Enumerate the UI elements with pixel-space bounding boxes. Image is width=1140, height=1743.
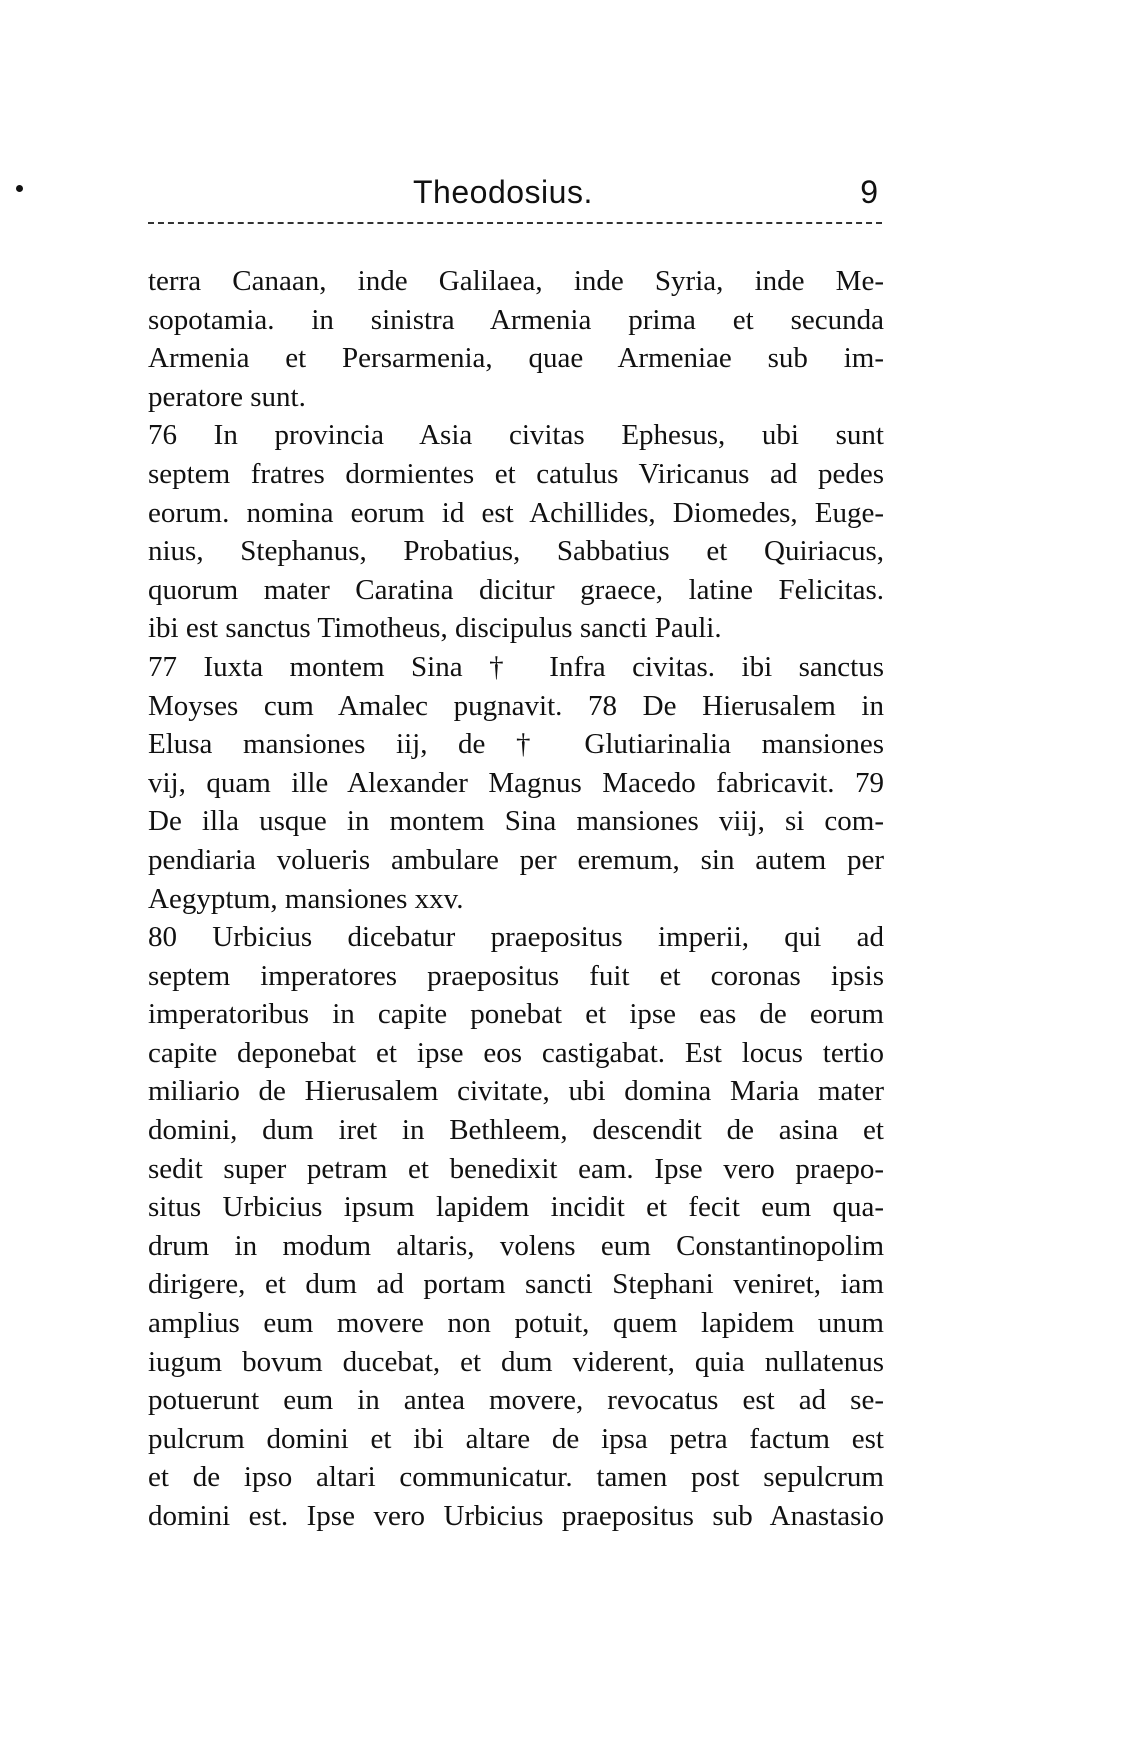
text-line: pulcrum domini et ibi altare de ipsa petra factum est (148, 1422, 884, 1455)
text-line: 76 In provincia Asia civitas Ephesus, ubi sunt (148, 419, 884, 452)
text-line: 77 Iuxta montem Sina † Infra civitas. ibi sanctus (148, 650, 884, 683)
text-line: peratore sunt. (148, 380, 306, 413)
text-line: pendiaria volueris ambulare per eremum, sin autem per (148, 843, 884, 876)
text-line: iugum bovum ducebat, et dum viderent, quia nullatenus (148, 1345, 884, 1378)
text-line: Elusa mansiones iij, de † Glutiarinalia mansiones (148, 728, 884, 761)
text-line: quorum mater Caratina dicitur graece, latine Felicitas. (148, 573, 884, 606)
margin-dot (16, 185, 23, 192)
text-line: Armenia et Persarmenia, quae Armeniae sub im- (148, 342, 884, 375)
text-line: terra Canaan, inde Galilaea, inde Syria, inde Me- (148, 265, 884, 297)
page-number: 9 (860, 174, 878, 210)
text-line: vij, quam ille Alexander Magnus Macedo fabricavit. 79 (148, 766, 884, 799)
text-line: ibi est sanctus Timotheus, discipulus sancti Pauli. (148, 612, 722, 645)
text-line: situs Urbicius ipsum lapidem incidit et fecit eum qua- (148, 1191, 884, 1224)
text-line: nius, Stephanus, Probatius, Sabbatius et Quiriacus, (148, 535, 884, 568)
text-line: miliario de Hierusalem civitate, ubi domina Maria mater (148, 1075, 884, 1108)
body-text (148, 262, 884, 1536)
text-line: et de ipso altari communicatur. tamen post sepulcrum (148, 1461, 884, 1494)
text-line: drum in modum altaris, volens eum Constantinopolim (148, 1229, 884, 1262)
text-line: domini est. Ipse vero Urbicius praepositus sub Anastasio (148, 1500, 884, 1532)
text-line: amplius eum movere non potuit, quem lapidem unum (148, 1307, 884, 1340)
text-line: De illa usque in montem Sina mansiones viij, si com- (148, 805, 884, 838)
text-line: imperatoribus in capite ponebat et ipse eas de eorum (148, 998, 884, 1031)
text-line: Aegyptum, mansiones xxv. (148, 882, 464, 915)
text-line: 80 Urbicius dicebatur praepositus imperii, qui ad (148, 921, 884, 954)
text-line: septem fratres dormientes et catulus Viricanus ad pedes (148, 457, 884, 490)
text-line: eorum. nomina eorum id est Achillides, Diomedes, Euge- (148, 496, 884, 529)
text-line: dirigere, et dum ad portam sancti Stephani veniret, iam (148, 1268, 884, 1301)
text-line: sopotamia. in sinistra Armenia prima et secunda (148, 303, 884, 336)
text-line: potuerunt eum in antea movere, revocatus est ad se- (148, 1384, 884, 1417)
text-line: sedit super petram et benedixit eam. Ipse vero praepo- (148, 1152, 884, 1185)
text-line: Moyses cum Amalec pugnavit. 78 De Hierusalem in (148, 689, 884, 722)
text-line: septem imperatores praepositus fuit et coronas ipsis (148, 959, 884, 992)
header-rule (148, 222, 882, 224)
running-head-title: Theodosius. (413, 174, 593, 210)
running-head (148, 172, 882, 224)
text-line: domini, dum iret in Bethleem, descendit de asina et (148, 1114, 884, 1147)
text-line: capite deponebat et ipse eos castigabat. Est locus tertio (148, 1036, 884, 1069)
